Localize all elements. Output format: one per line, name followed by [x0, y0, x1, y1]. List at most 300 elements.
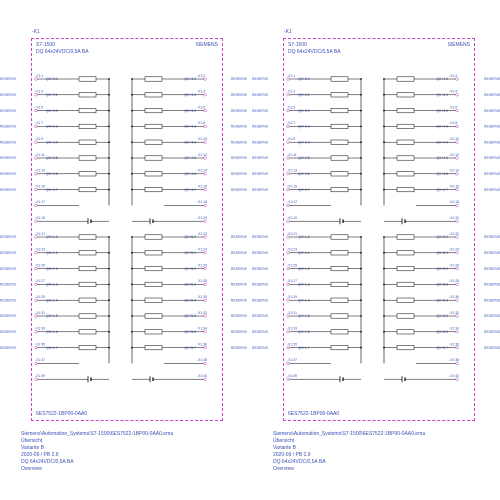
output-label: QX+4.4	[184, 140, 196, 145]
output-label: QX+1.4	[46, 298, 58, 303]
junction-dot	[108, 141, 110, 143]
terminal-circle	[456, 109, 459, 112]
output-label: QX+0.0	[46, 77, 58, 82]
reserve-label: RESERVE	[0, 266, 17, 271]
terminal-label: -X1:35	[35, 342, 45, 347]
terminal-label: -X1:33	[287, 326, 297, 331]
reserve-label: RESERVE	[252, 140, 269, 145]
terminal-circle	[35, 141, 38, 144]
terminal-circle	[287, 315, 290, 318]
resistor-symbol	[331, 108, 348, 112]
terminal-label: -X1:3	[287, 89, 296, 94]
resistor-symbol	[145, 298, 162, 302]
junction-dot	[108, 252, 110, 254]
terminal-label: -X1:25	[287, 263, 297, 268]
reserve-label: RESERVE	[484, 77, 500, 82]
output-label: QX+5.1	[436, 251, 448, 255]
terminal-label: -X1:11	[287, 152, 297, 157]
output-label: QX+5.0	[436, 235, 448, 240]
terminal-circle	[456, 125, 459, 128]
terminal-label: -X1:34	[449, 326, 459, 331]
junction-dot	[383, 331, 385, 333]
reserve-label: RESERVE	[252, 235, 269, 240]
output-label: QX+1.0	[46, 235, 58, 240]
output-label: QX+4.2	[436, 108, 448, 113]
terminal-label: -X1:38	[197, 358, 207, 363]
terminal-circle	[456, 331, 459, 334]
terminal-label: -X1:20	[197, 216, 207, 220]
reserve-label: RESERVE	[0, 330, 17, 334]
terminal-label: -X1:8	[449, 121, 458, 126]
resistor-symbol	[331, 172, 348, 176]
terminal-label: -X1:17	[287, 200, 297, 205]
terminal-circle	[287, 346, 290, 349]
terminal-circle	[287, 188, 290, 191]
terminal-circle	[456, 299, 459, 302]
footer-path: Siemens\Automation_Systems\S7-1500\6ES7522-1BP00-0AA0.ema	[21, 431, 174, 437]
resistor-symbol	[145, 251, 162, 255]
terminal-circle	[456, 315, 459, 318]
terminal-circle	[287, 252, 290, 255]
reserve-label: RESERVE	[484, 345, 500, 350]
junction-dot	[108, 331, 110, 333]
terminal-label: -X1:3	[35, 89, 44, 94]
order-number: 6ES7522-1BP00-0AA0	[36, 411, 88, 417]
output-label: QX+5.6	[436, 330, 448, 334]
resistor-symbol	[145, 124, 162, 128]
footer-path: Siemens\Automation_Systems\S7-1500\6ES7522-1BP00-0AA0.ema	[273, 431, 426, 437]
reserve-label: RESERVE	[231, 172, 248, 176]
terminal-label: -X1:26	[449, 263, 459, 268]
reserve-label: RESERVE	[0, 314, 17, 319]
junction-dot	[360, 315, 362, 317]
terminal-label: -X1:27	[35, 279, 45, 284]
reserve-label: RESERVE	[484, 282, 500, 287]
output-label: QX+4.1	[436, 93, 448, 97]
resistor-symbol	[145, 108, 162, 112]
reserve-label: RESERVE	[231, 187, 248, 192]
junction-dot	[131, 157, 133, 159]
reserve-label: RESERVE	[231, 93, 248, 97]
output-label: QX+1.3	[298, 282, 310, 287]
reserve-label: RESERVE	[0, 124, 17, 129]
footer-overview-en: Overview	[273, 466, 294, 472]
resistor-symbol	[145, 345, 162, 349]
resistor-symbol	[397, 172, 414, 176]
terminal-circle	[456, 378, 459, 381]
output-label: QX+4.3	[436, 124, 448, 129]
junction-dot	[131, 331, 133, 333]
reserve-label: RESERVE	[231, 330, 248, 334]
terminal-label: -X1:33	[35, 326, 45, 331]
terminal-circle	[35, 157, 38, 160]
terminal-label: -X1:31	[287, 310, 297, 315]
terminal-label: -X1:16	[449, 184, 459, 189]
output-label: QX+4.5	[436, 156, 448, 161]
terminal-circle	[456, 188, 459, 191]
terminal-circle	[204, 109, 207, 112]
resistor-symbol	[145, 330, 162, 334]
terminal-circle	[35, 315, 38, 318]
resistor-symbol	[397, 187, 414, 191]
resistor-symbol	[145, 93, 162, 97]
terminal-label: -X1:18	[449, 200, 459, 205]
output-label: QX+0.4	[298, 140, 310, 145]
junction-dot	[131, 268, 133, 270]
resistor-symbol	[145, 172, 162, 176]
reserve-label: RESERVE	[0, 77, 17, 82]
output-label: QX+0.5	[46, 156, 58, 161]
reserve-label: RESERVE	[252, 187, 269, 192]
terminal-circle	[287, 78, 290, 81]
terminal-circle	[456, 236, 459, 239]
reserve-label: RESERVE	[231, 108, 248, 113]
resistor-symbol	[79, 235, 96, 239]
resistor-symbol	[79, 77, 96, 81]
junction-dot	[383, 173, 385, 175]
resistor-symbol	[79, 156, 96, 160]
junction-dot	[383, 126, 385, 128]
junction-dot	[131, 78, 133, 80]
output-label: QX+1.6	[46, 330, 58, 334]
junction-dot	[360, 299, 362, 301]
reserve-label: RESERVE	[484, 235, 500, 240]
output-label: QX+5.7	[436, 345, 448, 350]
terminal-label: -X1:25	[35, 263, 45, 268]
junction-dot	[360, 236, 362, 238]
reserve-label: RESERVE	[484, 108, 500, 113]
terminal-label: -X1:38	[449, 358, 459, 363]
resistor-symbol	[331, 93, 348, 97]
output-label: QX+5.5	[184, 314, 196, 319]
resistor-symbol	[397, 251, 414, 255]
cpu-label: S7-1500	[288, 42, 307, 48]
junction-dot	[131, 173, 133, 175]
resistor-symbol	[331, 156, 348, 160]
reserve-label: RESERVE	[231, 282, 248, 287]
output-label: QX+1.1	[298, 251, 310, 255]
resistor-symbol	[397, 345, 414, 349]
terminal-label: -X1:26	[197, 263, 207, 268]
terminal-circle	[204, 78, 207, 81]
output-label: QX+1.1	[46, 251, 58, 255]
terminal-label: -X1:12	[197, 152, 207, 157]
output-label: QX+5.4	[436, 298, 448, 303]
resistor-symbol	[331, 124, 348, 128]
junction-dot	[383, 284, 385, 286]
terminal-circle	[456, 346, 459, 349]
output-label: QX+4.3	[184, 124, 196, 129]
junction-dot	[383, 94, 385, 96]
terminal-circle	[287, 236, 290, 239]
output-label: QX+4.6	[184, 172, 196, 176]
junction-dot	[108, 315, 110, 317]
reserve-label: RESERVE	[252, 345, 269, 350]
reserve-label: RESERVE	[252, 124, 269, 129]
terminal-label: -X1:39	[287, 374, 297, 378]
junction-dot	[131, 110, 133, 112]
terminal-label: -X1:36	[449, 342, 459, 347]
terminal-circle	[35, 267, 38, 270]
reserve-label: RESERVE	[0, 235, 17, 240]
junction-dot	[131, 315, 133, 317]
terminal-circle	[204, 299, 207, 302]
terminal-label: -X1:1	[287, 73, 296, 78]
device-tag: -K1	[32, 29, 40, 35]
reserve-label: RESERVE	[231, 345, 248, 350]
output-label: QX+5.6	[184, 330, 196, 334]
reserve-label: RESERVE	[231, 140, 248, 145]
terminal-label: -X1:13	[287, 168, 297, 173]
resistor-symbol	[331, 330, 348, 334]
output-label: QX+1.0	[298, 235, 310, 240]
terminal-circle	[204, 362, 207, 365]
reserve-label: RESERVE	[231, 251, 248, 255]
terminal-circle	[456, 204, 459, 207]
resistor-symbol	[79, 314, 96, 318]
terminal-circle	[35, 204, 38, 207]
resistor-symbol	[145, 156, 162, 160]
resistor-symbol	[331, 140, 348, 144]
reserve-label: RESERVE	[252, 77, 269, 82]
terminal-label: -X1:17	[35, 200, 45, 205]
output-label: QX+0.2	[46, 108, 58, 113]
terminal-label: -X1:10	[197, 137, 207, 141]
resistor-symbol	[79, 124, 96, 128]
output-label: QX+1.7	[46, 345, 58, 350]
terminal-label: -X1:32	[197, 310, 207, 315]
resistor-symbol	[397, 298, 414, 302]
reserve-label: RESERVE	[0, 187, 17, 192]
junction-dot	[360, 347, 362, 349]
output-label: QX+5.0	[184, 235, 196, 240]
resistor-symbol	[79, 266, 96, 270]
terminal-label: -X1:6	[449, 105, 458, 110]
resistor-symbol	[397, 156, 414, 160]
resistor-symbol	[79, 140, 96, 144]
reserve-label: RESERVE	[252, 266, 269, 271]
footer-module: DQ 64x24VDC/0,5A BA	[21, 459, 74, 465]
junction-dot	[131, 347, 133, 349]
output-label: QX+4.2	[184, 108, 196, 113]
junction-dot	[383, 189, 385, 191]
junction-dot	[108, 157, 110, 159]
terminal-circle	[456, 283, 459, 286]
resistor-symbol	[79, 330, 96, 334]
terminal-circle	[456, 362, 459, 365]
terminal-circle	[35, 125, 38, 128]
terminal-circle	[35, 331, 38, 334]
output-label: QX+0.7	[46, 187, 58, 192]
terminal-label: -X1:5	[35, 105, 44, 110]
output-label: QX+5.7	[184, 345, 196, 350]
output-label: QX+0.6	[298, 172, 310, 176]
brand-label: SIEMENS	[195, 42, 218, 48]
reserve-label: RESERVE	[0, 251, 17, 255]
terminal-label: -X1:39	[35, 374, 45, 378]
terminal-circle	[287, 109, 290, 112]
resistor-symbol	[145, 140, 162, 144]
terminal-circle	[204, 157, 207, 160]
terminal-circle	[35, 220, 38, 223]
terminal-circle	[35, 252, 38, 255]
junction-dot	[131, 126, 133, 128]
output-label: QX+1.6	[298, 330, 310, 334]
reserve-label: RESERVE	[231, 298, 248, 303]
reserve-label: RESERVE	[252, 314, 269, 319]
terminal-circle	[35, 299, 38, 302]
output-label: QX+0.3	[46, 124, 58, 129]
reserve-label: RESERVE	[0, 345, 17, 350]
junction-dot	[131, 284, 133, 286]
junction-dot	[108, 284, 110, 286]
reserve-label: RESERVE	[484, 251, 500, 255]
output-label: QX+1.4	[298, 298, 310, 303]
terminal-circle	[456, 220, 459, 223]
terminal-circle	[35, 378, 38, 381]
terminal-label: -X1:28	[449, 279, 459, 284]
terminal-circle	[287, 94, 290, 97]
output-label: QX+0.4	[46, 140, 58, 145]
reserve-label: RESERVE	[231, 124, 248, 129]
terminal-circle	[204, 252, 207, 255]
reserve-label: RESERVE	[0, 156, 17, 161]
terminal-label: -X1:22	[449, 231, 459, 236]
junction-dot	[383, 347, 385, 349]
terminal-label: -X1:30	[449, 295, 459, 299]
terminal-circle	[287, 157, 290, 160]
terminal-circle	[456, 94, 459, 97]
reserve-label: RESERVE	[231, 266, 248, 271]
resistor-symbol	[145, 266, 162, 270]
resistor-symbol	[145, 235, 162, 239]
reserve-label: RESERVE	[231, 156, 248, 161]
reserve-label: RESERVE	[484, 124, 500, 129]
terminal-circle	[35, 362, 38, 365]
junction-dot	[131, 141, 133, 143]
module-label: DQ 64x24VDC/0,5A BA	[288, 49, 341, 55]
terminal-label: -X1:24	[197, 247, 207, 252]
terminal-circle	[287, 299, 290, 302]
junction-dot	[360, 189, 362, 191]
output-label: QX+5.1	[184, 251, 196, 255]
junction-dot	[360, 110, 362, 112]
junction-dot	[383, 141, 385, 143]
resistor-symbol	[331, 251, 348, 255]
output-label: QX+1.7	[298, 345, 310, 350]
resistor-symbol	[397, 108, 414, 112]
terminal-circle	[287, 220, 290, 223]
output-label: QX+1.3	[46, 282, 58, 287]
output-label: QX+0.2	[298, 108, 310, 113]
reserve-label: RESERVE	[484, 187, 500, 192]
output-label: QX+5.2	[184, 266, 196, 271]
output-label: QX+0.0	[298, 77, 310, 82]
output-label: QX+1.5	[46, 314, 58, 319]
junction-dot	[131, 189, 133, 191]
output-label: QX+5.4	[184, 298, 196, 303]
reserve-label: RESERVE	[0, 140, 17, 145]
terminal-circle	[204, 125, 207, 128]
output-label: QX+0.7	[298, 187, 310, 192]
junction-dot	[131, 94, 133, 96]
terminal-label: -X1:4	[197, 89, 206, 94]
footer-variant: Variante B	[21, 445, 44, 451]
output-label: QX+0.5	[298, 156, 310, 161]
resistor-symbol	[331, 314, 348, 318]
reserve-label: RESERVE	[252, 298, 269, 303]
terminal-circle	[456, 267, 459, 270]
order-number: 6ES7522-1BP00-0AA0	[288, 411, 340, 417]
terminal-label: -X1:23	[35, 247, 45, 252]
resistor-symbol	[397, 77, 414, 81]
terminal-circle	[35, 173, 38, 176]
terminal-label: -X1:40	[449, 374, 459, 378]
terminal-circle	[204, 267, 207, 270]
terminal-circle	[287, 331, 290, 334]
resistor-symbol	[331, 235, 348, 239]
resistor-symbol	[145, 282, 162, 286]
junction-dot	[383, 157, 385, 159]
module-label: DQ 64x24VDC/0,5A BA	[36, 49, 89, 55]
reserve-label: RESERVE	[252, 93, 269, 97]
junction-dot	[383, 268, 385, 270]
terminal-label: -X1:20	[449, 216, 459, 220]
terminal-circle	[287, 125, 290, 128]
reserve-label: RESERVE	[252, 251, 269, 255]
terminal-circle	[204, 331, 207, 334]
terminal-label: -X1:23	[287, 247, 297, 252]
terminal-circle	[204, 283, 207, 286]
footer-info	[273, 431, 425, 473]
junction-dot	[131, 236, 133, 238]
resistor-symbol	[331, 282, 348, 286]
output-label: QX+1.5	[298, 314, 310, 319]
terminal-circle	[204, 220, 207, 223]
terminal-circle	[204, 141, 207, 144]
footer-info	[21, 431, 173, 473]
junction-dot	[383, 236, 385, 238]
junction-dot	[360, 252, 362, 254]
terminal-label: -X1:40	[197, 374, 207, 378]
resistor-symbol	[331, 77, 348, 81]
output-label: QX+5.3	[436, 282, 448, 287]
terminal-circle	[35, 346, 38, 349]
output-label: QX+0.1	[298, 93, 310, 97]
footer-variant: Variante B	[273, 445, 296, 451]
reserve-label: RESERVE	[0, 172, 17, 176]
terminal-label: -X1:15	[287, 184, 297, 189]
output-label: QX+0.6	[46, 172, 58, 176]
junction-dot	[360, 331, 362, 333]
junction-dot	[360, 268, 362, 270]
terminal-circle	[204, 378, 207, 381]
output-label: QX+4.7	[184, 187, 196, 192]
resistor-symbol	[397, 314, 414, 318]
output-label: QX+5.2	[436, 266, 448, 271]
reserve-label: RESERVE	[484, 298, 500, 303]
terminal-circle	[287, 141, 290, 144]
reserve-label: RESERVE	[231, 235, 248, 240]
terminal-label: -X1:21	[35, 231, 45, 236]
terminal-label: -X1:7	[35, 121, 44, 126]
terminal-label: -X1:34	[197, 326, 207, 331]
resistor-symbol	[397, 282, 414, 286]
reserve-label: RESERVE	[0, 93, 17, 97]
resistor-symbol	[397, 124, 414, 128]
resistor-symbol	[331, 266, 348, 270]
junction-dot	[383, 252, 385, 254]
